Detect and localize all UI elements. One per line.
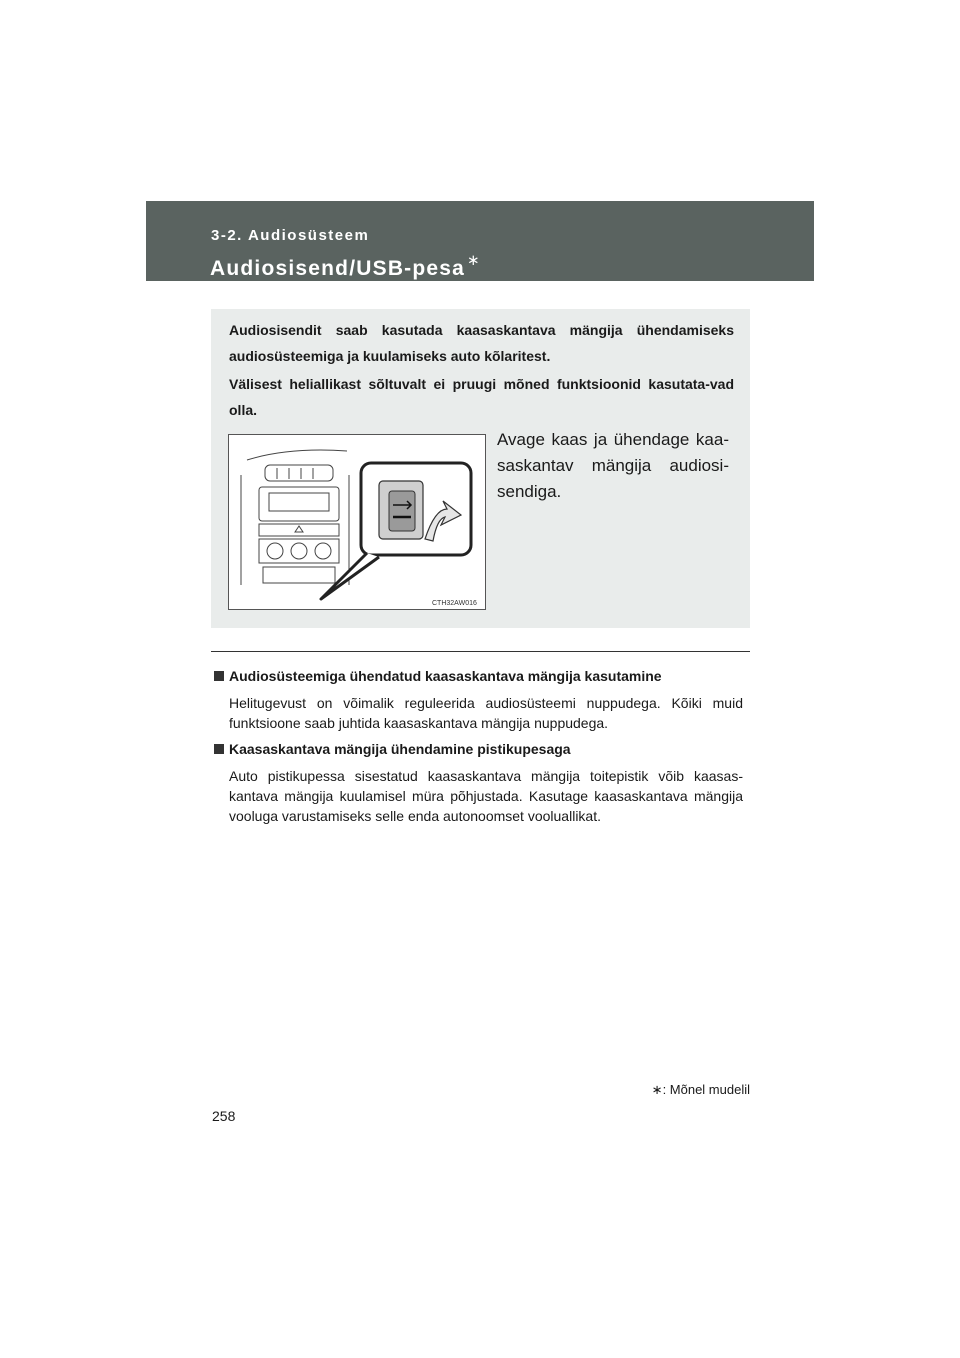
section-heading-2-text: Kaasaskantava mängija ühendamine pistikupesaga — [229, 741, 571, 757]
section-heading-2 — [214, 741, 571, 757]
section-body-2: Auto pistikupessa sisestatud kaasaskantava mängija toitepistik võib kaasas-kantava mängija kuulamisel müra põhjustada. Kasutage kaasaskantava mängija vooluga varustamiseks selle enda autonoomset vooluallikat. — [229, 768, 743, 824]
section-heading-1-text: Audiosüsteemiga ühendatud kaasaskantava mängija kasutamine — [229, 668, 662, 684]
section-heading-1 — [214, 668, 662, 684]
bullet-square-icon — [214, 744, 224, 754]
page-title — [210, 251, 481, 281]
illustration-caption: Avage kaas ja ühendage kaa-saskantav mängija audiosi-sendiga. — [497, 430, 729, 501]
page-number: 258 — [212, 1108, 236, 1124]
dashboard-illustration — [228, 434, 486, 610]
section-label: 3-2. Audiosüsteem — [211, 227, 370, 244]
intro-paragraph-1: Audiosisendit saab kasutada kaasaskantava mängija ühendamiseks audiosüsteemiga ja kuulamiseks auto kõlaritest. — [229, 322, 734, 364]
usb-port-diagram — [229, 435, 485, 609]
bullet-square-icon — [214, 671, 224, 681]
footnote-marker: ∗ — [467, 252, 481, 269]
section-body-1: Helitugevust on võimalik reguleerida audiosüsteemi nuppudega. Kõiki muid funktsioone saab juhtida kaasaskantava mängija nuppudega. — [229, 695, 743, 731]
intro-box — [211, 309, 750, 628]
image-code: CTH32AW016 — [432, 600, 477, 607]
chapter-header — [146, 201, 814, 281]
page-title-text: Audiosisend/USB-pesa — [210, 257, 466, 280]
divider — [211, 651, 750, 652]
intro-paragraph-2: Välisest heliallikast sõltuvalt ei pruugi mõned funktsioonid kasutata-vad olla. — [229, 376, 734, 418]
footnote: ∗: Mõnel mudelil — [651, 1082, 750, 1097]
